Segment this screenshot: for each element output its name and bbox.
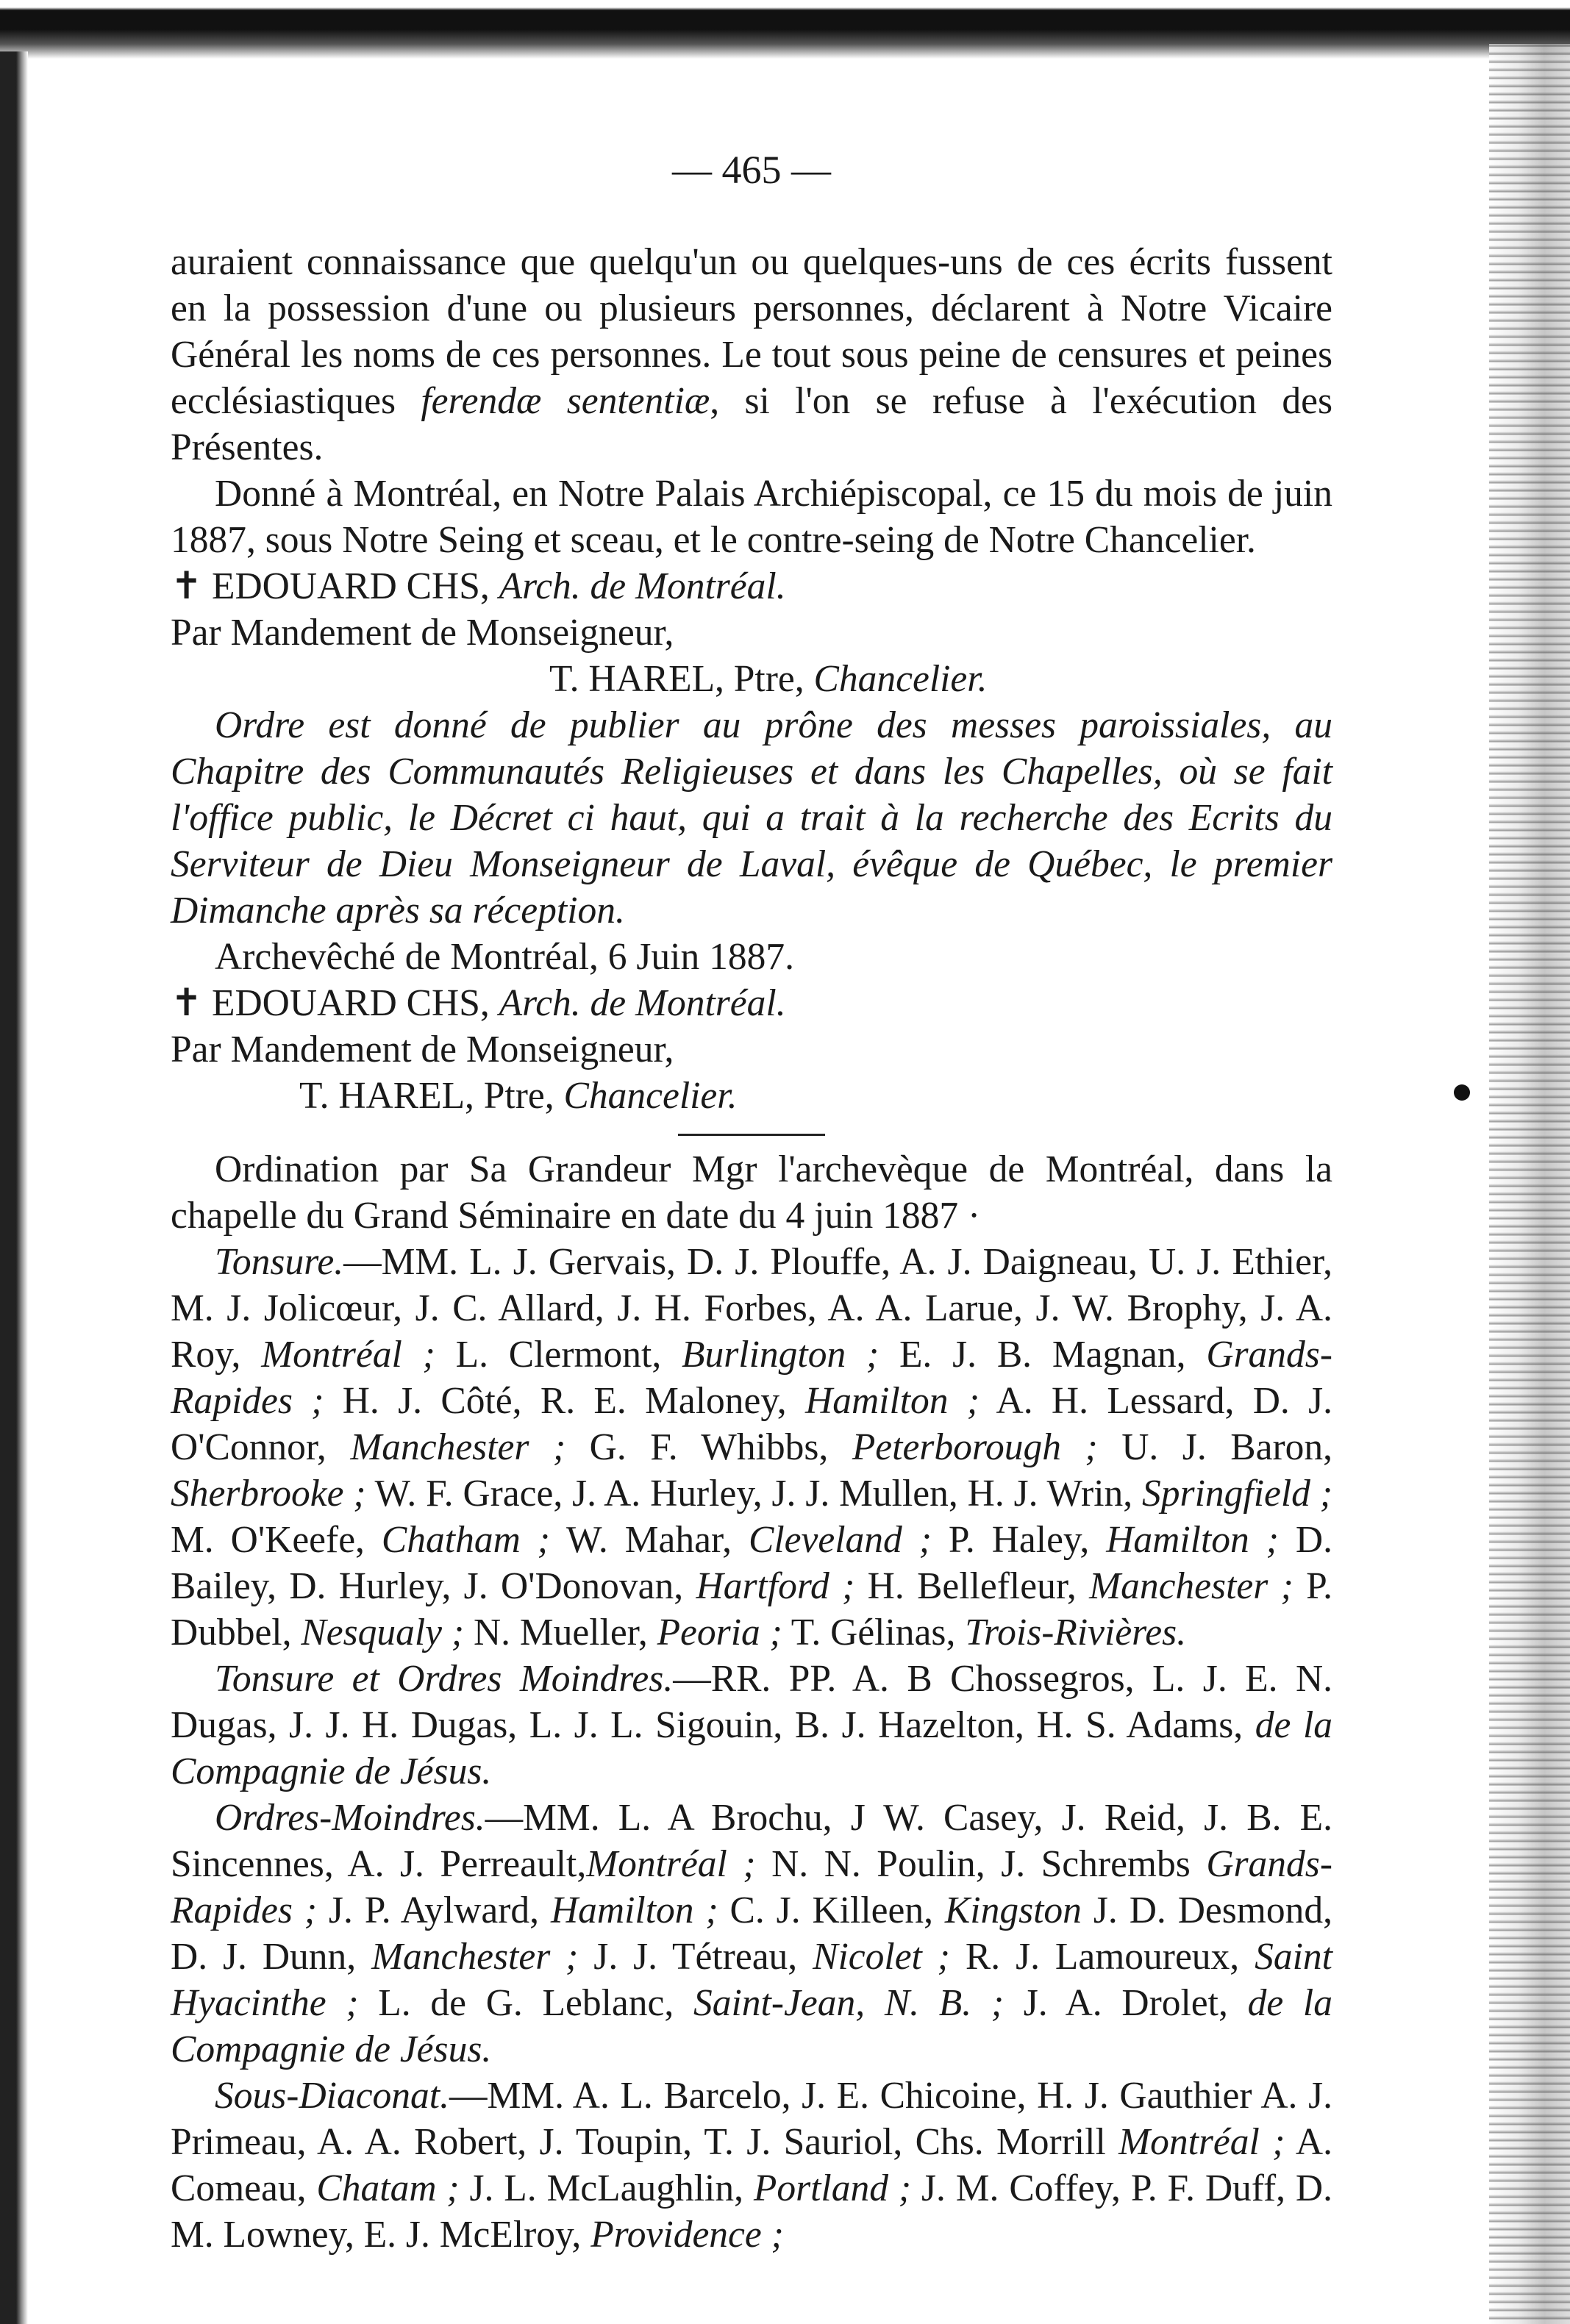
name-list-text: C. J. Killeen,	[718, 1889, 945, 1931]
paragraph-censures: auraient connaissance que quelqu'un ou quelques-uns de ces écrits fussent en la possession d'une ou plusieurs personnes, déclarent à Notre Vicaire Général les noms de ces personnes. Le tout sous peine de censures et peines ecclésiastiques ferendæ sententiæ, si l'on se refuse à l'exécution des Présentes.	[171, 241, 1333, 468]
name-list-text: H. J. Côté, R. E. Maloney,	[324, 1380, 805, 1422]
place-name: Hartford ;	[696, 1565, 855, 1607]
mandate-line-1: Par Mandement de Monseigneur,	[171, 612, 674, 654]
page-number: — 465 —	[672, 148, 831, 192]
signature-archbishop-2: ✝ EDOUARD CHS, Arch. de Montréal.	[171, 982, 786, 1024]
name-list-text: A. Comeau,	[171, 2121, 1332, 2209]
name-list-text: N. N. Poulin, J. Schrembs	[755, 1843, 1207, 1885]
place-name: Peterborough ;	[852, 1426, 1098, 1468]
scan-left-border	[0, 51, 28, 2324]
name-list-text: J. L. McLaughlin,	[459, 2167, 754, 2209]
archeveche-date: Archevêché de Montréal, 6 Juin 1887.	[215, 936, 794, 978]
signature-archbishop-1: ✝ EDOUARD CHS, Arch. de Montréal.	[171, 565, 786, 607]
scan-right-edge	[1489, 44, 1570, 2324]
place-name: Hamilton ;	[805, 1380, 980, 1422]
place-name: Manchester ;	[1089, 1565, 1294, 1607]
name-list-text: J. D. Desmond, D. J. Dunn,	[171, 1889, 1332, 1978]
name-list-text: A. H. Lessard, D. J. O'Connor,	[171, 1380, 1333, 1468]
place-name: Saint-Jean, N. B. ;	[693, 1982, 1005, 2024]
name-list-text: —MM. L. J. Gervais, D. J. Plouffe, A. J. Daigneau, U. J. Ethier, M. J. Jolicœur, J. C. Allard, J. H. Forbes, A. A. Larue, J. W. Brophy, J. A. Roy,	[171, 1241, 1332, 1376]
place-name: Chatham ;	[381, 1519, 550, 1561]
place-name: Montréal ;	[586, 1843, 756, 1885]
name-list-text: N. Mueller,	[464, 1612, 657, 1653]
name-list-text: J. A. Drolet,	[1004, 1982, 1248, 2024]
name-list-text: P. Haley,	[931, 1519, 1107, 1561]
section-ordres-moindres: Ordres-Moindres.—MM. L. A Brochu, J W. Casey, J. Reid, J. B. E. Sincennes, A. J. Perreault,Montréal ; N. N. Poulin, J. Schrembs Grands-Rapides ; J. P. Aylward, Hamilton ; C. J. Killeen, Kingston J. D. Desmond, D. J. Dunn, Manchester ; J. J. Tétreau, Nicolet ; R. J. Lamoureux, Saint Hyacinthe ; L. de G. Leblanc, Saint-Jean, N. B. ; J. A. Drolet, de la Compagnie de Jésus.	[171, 1797, 1332, 2070]
place-name: Kingston	[944, 1889, 1082, 1931]
name-list-text: D. Bailey, D. Hurley, J. O'Donovan,	[171, 1519, 1332, 1607]
place-name: Springfield ;	[1142, 1473, 1332, 1515]
place-name: Nesqualy ;	[301, 1612, 465, 1653]
place-name: Grands-Rapides ;	[171, 1334, 1333, 1422]
place-name: Trois-Rivières.	[965, 1612, 1187, 1653]
place-name: Hamilton ;	[1106, 1519, 1279, 1561]
name-list-text: W. F. Grace, J. A. Hurley, J. J. Mullen, H. J. Wrin,	[365, 1473, 1143, 1515]
name-list-text: U. J. Baron,	[1097, 1426, 1332, 1468]
tonsure-body	[171, 1241, 1332, 1653]
place-name: Manchester ;	[350, 1426, 566, 1468]
place-name: Cleveland ;	[748, 1519, 932, 1561]
place-name: Peoria ;	[657, 1612, 782, 1653]
name-list-text: L. de G. Leblanc,	[358, 1982, 693, 2024]
place-name: Hamilton ;	[550, 1889, 718, 1931]
place-name: Nicolet ;	[813, 1936, 950, 1978]
signature-chancellor-1: T. HAREL, Ptre, Chancelier.	[549, 658, 988, 700]
section-tonsure-ordres-moindres: Tonsure et Ordres Moindres.—RR. PP. A. B Chossegros, L. J. E. N. Dugas, J. J. H. Dugas, L. J. L. Sigouin, B. J. Hazelton, H. S. Adams, de la Compagnie de Jésus.	[171, 1658, 1333, 1792]
place-name: Manchester ;	[371, 1936, 579, 1978]
name-list-text: J. P. Aylward,	[317, 1889, 551, 1931]
signature-chancellor-2: T. HAREL, Ptre, Chancelier.	[299, 1075, 738, 1117]
name-list-text: T. Gélinas,	[782, 1612, 966, 1653]
name-list-text: G. F. Whibbs,	[565, 1426, 852, 1468]
name-list-text: —MM. A. L. Barcelo, J. E. Chicoine, H. J. Gauthier A. J. Primeau, A. A. Robert, J. Toupin, T. J. Sauriol, Chs. Morrill	[171, 2075, 1332, 2163]
name-list-text: E. J. B. Magnan,	[879, 1334, 1207, 1376]
place-name: Burlington ;	[682, 1334, 879, 1376]
name-list-text: J. J. Tétreau,	[578, 1936, 813, 1978]
ink-spot	[1454, 1084, 1470, 1101]
name-list-text: W. Mahar,	[549, 1519, 749, 1561]
place-name: Montréal ;	[1118, 2121, 1285, 2163]
name-list-text: —RR. PP. A. B Chossegros, L. J. E. N. Dugas, J. J. H. Dugas, L. J. L. Sigouin, B. J. Hazelton, H. S. Adams,	[171, 1658, 1333, 1746]
name-list-text: —MM. L. A Brochu, J W. Casey, J. Reid, J. B. E. Sincennes, A. J. Perreault,	[171, 1797, 1332, 1885]
scan-top-border	[0, 0, 1570, 59]
place-name: Providence ;	[590, 2214, 784, 2256]
name-list-text: P. Dubbel,	[171, 1565, 1332, 1653]
ordination-intro: Ordination par Sa Grandeur Mgr l'archevèque de Montréal, dans la chapelle du Grand Séminaire en date du 4 juin 1887 ·	[171, 1148, 1332, 1237]
section-sous-diaconat: Sous-Diaconat.—MM. A. L. Barcelo, J. E. Chicoine, H. J. Gauthier A. J. Primeau, A. A. Robert, J. Toupin, T. J. Sauriol, Chs. Morrill Montréal ; A. Comeau, Chatam ; J. L. McLaughlin, Portland ; J. M. Coffey, P. F. Duff, D. M. Lowney, E. J. McElroy, Providence ;	[171, 2075, 1332, 2256]
name-list-text: L. Clermont,	[435, 1334, 682, 1376]
paragraph-donne: Donné à Montréal, en Notre Palais Archiépiscopal, ce 15 du mois de juin 1887, sous Notre Seing et sceau, et le contre-seing de Notre Chancelier.	[171, 473, 1332, 561]
section-tonsure: Tonsure.—MM. L. J. Gervais, D. J. Plouffe, A. J. Daigneau, U. J. Ethier, M. J. Jolicœur, J. C. Allard, J. H. Forbes, A. A. Larue, J. W. Brophy, J. A. Roy, Montréal ; L. Clermont, Burlington ; E. J. B. Magnan, Grands-Rapides ; H. J. Côté, R. E. Maloney, Hamilton ; A. H. Lessard, D. J. O'Connor, Manchester ; G. F. Whibbs, Peterborough ; U. J. Baron, Sherbrooke ; W. F. Grace, J. A. Hurley, J. J. Mullen, H. J. Wrin, Springfield ; M. O'Keefe, Chatham ; W. Mahar, Cleveland ; P. Haley, Hamilton ; D. Bailey, D. Hurley, J. O'Donovan, Hartford ; H. Bellefleur, Manchester ; P. Dubbel, Nesqualy ; N. Mueller, Peoria ; T. Gélinas, Trois-Rivières.	[171, 1241, 1333, 1653]
place-name: Montréal ;	[261, 1334, 435, 1376]
name-list-text: H. Bellefleur,	[854, 1565, 1090, 1607]
place-name: Sherbrooke ;	[171, 1473, 366, 1515]
name-list-text: J. M. Coffey, P. F. Duff, D. M. Lowney, E. J. McElroy,	[171, 2167, 1332, 2256]
paragraph-ordre: Ordre est donné de publier au prône des messes paroissiales, au Chapitre des Communautés Religieuses et dans les Chapelles, où se fait l'office public, le Décret ci haut, qui a trait à la recherche des Ecrits du Serviteur de Dieu Monseigneur de Laval, évêque de Québec, le premier Dimanche après sa réception.	[171, 704, 1332, 932]
document-page	[171, 147, 1332, 2258]
name-list-text: R. J. Lamoureux,	[949, 1936, 1255, 1978]
place-name: de la Compagnie de Jésus.	[171, 1704, 1333, 1792]
place-name: Saint Hyacinthe ;	[171, 1936, 1332, 2024]
place-name: Portland ;	[753, 2167, 912, 2209]
place-name: de la Compagnie de Jésus.	[171, 1982, 1332, 2070]
name-list-text: M. O'Keefe,	[171, 1519, 382, 1561]
mandate-line-2: Par Mandement de Monseigneur,	[171, 1029, 674, 1070]
place-name: Grands-Rapides ;	[171, 1843, 1332, 1931]
place-name: Chatam ;	[316, 2167, 460, 2209]
section-divider	[678, 1134, 825, 1136]
